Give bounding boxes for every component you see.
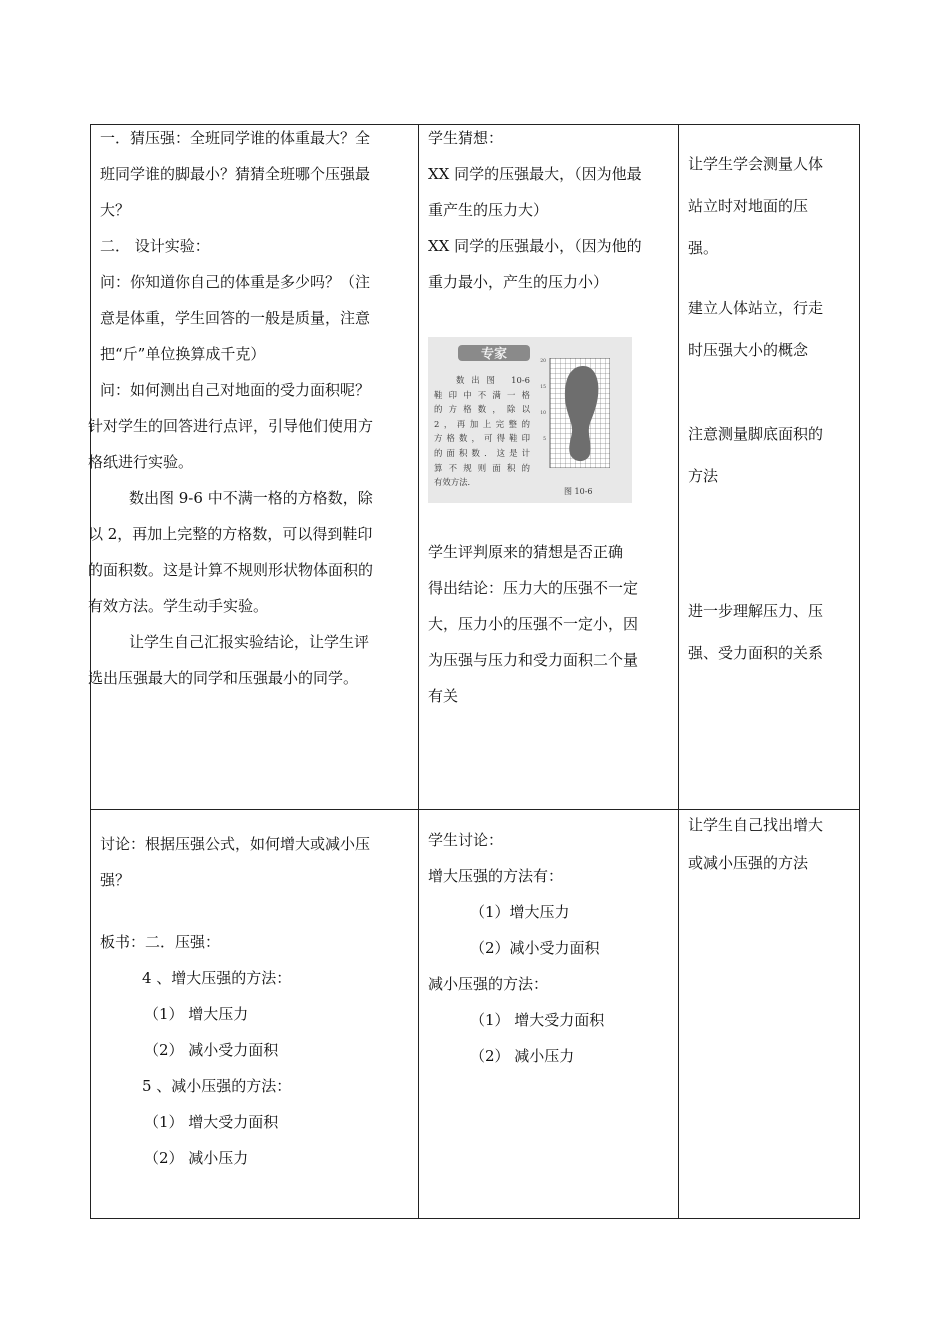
text-line: 为压强与压力和受力面积二个量: [428, 651, 639, 669]
figure-text-line: 有效方法．: [434, 477, 476, 488]
row2-goal: [688, 806, 852, 882]
footprint-figure: [428, 337, 632, 503]
table-right-border: [859, 124, 860, 1219]
text-line: 以 2，再加上完整的方格数，可以得到鞋印: [88, 525, 373, 543]
figure-text-line: 的方格数，除以: [434, 404, 530, 415]
axis-tick-label: 5: [543, 437, 546, 442]
text-line: 格纸进行实验。: [88, 453, 194, 471]
text-line: 数出图 9-6 中不满一格的方格数，除: [129, 489, 373, 507]
row1-goal-block-2: [688, 287, 852, 371]
row2-board-notes: [100, 924, 412, 1176]
text-line: 针对学生的回答进行点评，引导他们使用方: [88, 417, 374, 435]
list-item: （1） 增大受力面积: [144, 1113, 279, 1131]
text-line: 减小压强的方法：: [428, 975, 549, 993]
figure-text-line: 鞋印中不满一格: [434, 389, 530, 400]
text-line: 学生讨论：: [428, 831, 504, 849]
text-line: 强。: [688, 239, 719, 257]
text-line: XX 同学的压强最小，（因为他的: [428, 237, 642, 255]
axis-tick-label: 10: [540, 411, 546, 416]
text-line: 大，压力小的压强不一定小，因: [428, 615, 639, 633]
expert-stamp-icon: [458, 343, 530, 363]
text-line: 大？: [100, 201, 131, 219]
text-line: 把“斤”单位换算成千克）: [100, 345, 266, 363]
list-item: （1）增大压力: [470, 903, 570, 921]
text-line: 4 、增大压强的方法：: [142, 969, 292, 987]
text-line: 5 、减小压强的方法：: [142, 1077, 292, 1095]
text-line: 或减小压强的方法: [688, 854, 809, 872]
text-line: 得出结论：压力大的压强不一定: [428, 579, 639, 597]
text-line: 时压强大小的概念: [688, 341, 809, 359]
figure-caption: 图 10-6: [564, 487, 593, 496]
row1-goal-block-1: [688, 143, 852, 269]
text-line: 让学生学会测量人体: [688, 155, 824, 173]
text-line: 重力最小，产生的压力小）: [428, 273, 609, 291]
row1-student-guess: [428, 120, 673, 300]
text-line: 选出压强最大的同学和压强最小的同学。: [88, 669, 359, 687]
figure-text-line: 方格数，可得鞋印: [434, 433, 530, 444]
figure-text-line: 的面积数．这是计: [434, 447, 530, 458]
list-item: （2） 减小压力: [144, 1149, 249, 1167]
text-line: 增大压强的方法有：: [428, 867, 564, 885]
row1-teacher-activity: [88, 120, 411, 696]
text-line: 一．猜压强：全班同学谁的体重最大？全: [100, 129, 371, 147]
text-line: 注意测量脚底面积的: [688, 425, 824, 443]
list-item: （2） 减小压力: [470, 1047, 575, 1065]
text-line: 进一步理解压力、压: [688, 602, 824, 620]
board-title: 板书：二．压强：: [100, 933, 221, 951]
row1-goal-block-4: [688, 590, 852, 674]
text-line: 方法: [688, 467, 719, 485]
list-item: （2）减小受力面积: [470, 939, 600, 957]
text-line: 强、受力面积的关系: [688, 644, 824, 662]
text-line: 学生评判原来的猜想是否正确: [428, 543, 624, 561]
text-line: 重产生的压力大）: [428, 201, 549, 219]
column-divider-1: [418, 124, 419, 1219]
list-item: （2） 减小受力面积: [144, 1041, 279, 1059]
axis-tick-label: 20: [540, 359, 546, 364]
row1-student-conclusion: [428, 534, 673, 714]
list-item: （1） 增大压力: [144, 1005, 249, 1023]
text-line: XX 同学的压强最大，（因为他最: [428, 165, 642, 183]
row1-goal-block-3: [688, 413, 852, 497]
section-heading: 二． 设计实验：: [100, 237, 210, 255]
figure-text-line: 数出图 10-6: [456, 375, 530, 385]
axis-tick-label: 15: [540, 385, 546, 390]
text-line: 问：你知道你自己的体重是多少吗？（注: [100, 273, 371, 291]
table-bottom-border: [90, 1218, 860, 1219]
figure-text-line: 2，再加上完整的: [434, 418, 530, 429]
text-line: 问：如何测出自己对地面的受力面积呢？: [100, 381, 371, 399]
row2-teacher-activity: [100, 826, 412, 898]
figure-text: [434, 373, 530, 490]
text-line: 讨论：根据压强公式，如何增大或减小压: [100, 835, 371, 853]
text-line: 意是体重，学生回答的一般是质量，注意: [100, 309, 371, 327]
text-line: 强？: [100, 871, 131, 889]
text-line: 学生猜想：: [428, 129, 504, 147]
footprint-grid: [540, 358, 610, 468]
row2-student-discussion: [428, 822, 673, 1074]
list-item: （1） 增大受力面积: [470, 1011, 605, 1029]
text-line: 的面积数。这是计算不规则形状物体面积的: [88, 561, 374, 579]
text-line: 让学生自己汇报实验结论，让学生评: [129, 633, 370, 651]
text-line: 班同学谁的脚最小？猜猜全班哪个压强最: [100, 165, 371, 183]
text-line: 让学生自己找出增大: [688, 816, 824, 834]
text-line: 建立人体站立，行走: [688, 299, 824, 317]
text-line: 有效方法。学生动手实验。: [88, 597, 269, 615]
text-line: 站立时对地面的压: [688, 197, 809, 215]
column-divider-2: [678, 124, 679, 1219]
stamp-text: 专家: [480, 347, 508, 362]
text-line: 有关: [428, 687, 459, 705]
figure-text-line: 算不规则面积的: [434, 462, 530, 473]
